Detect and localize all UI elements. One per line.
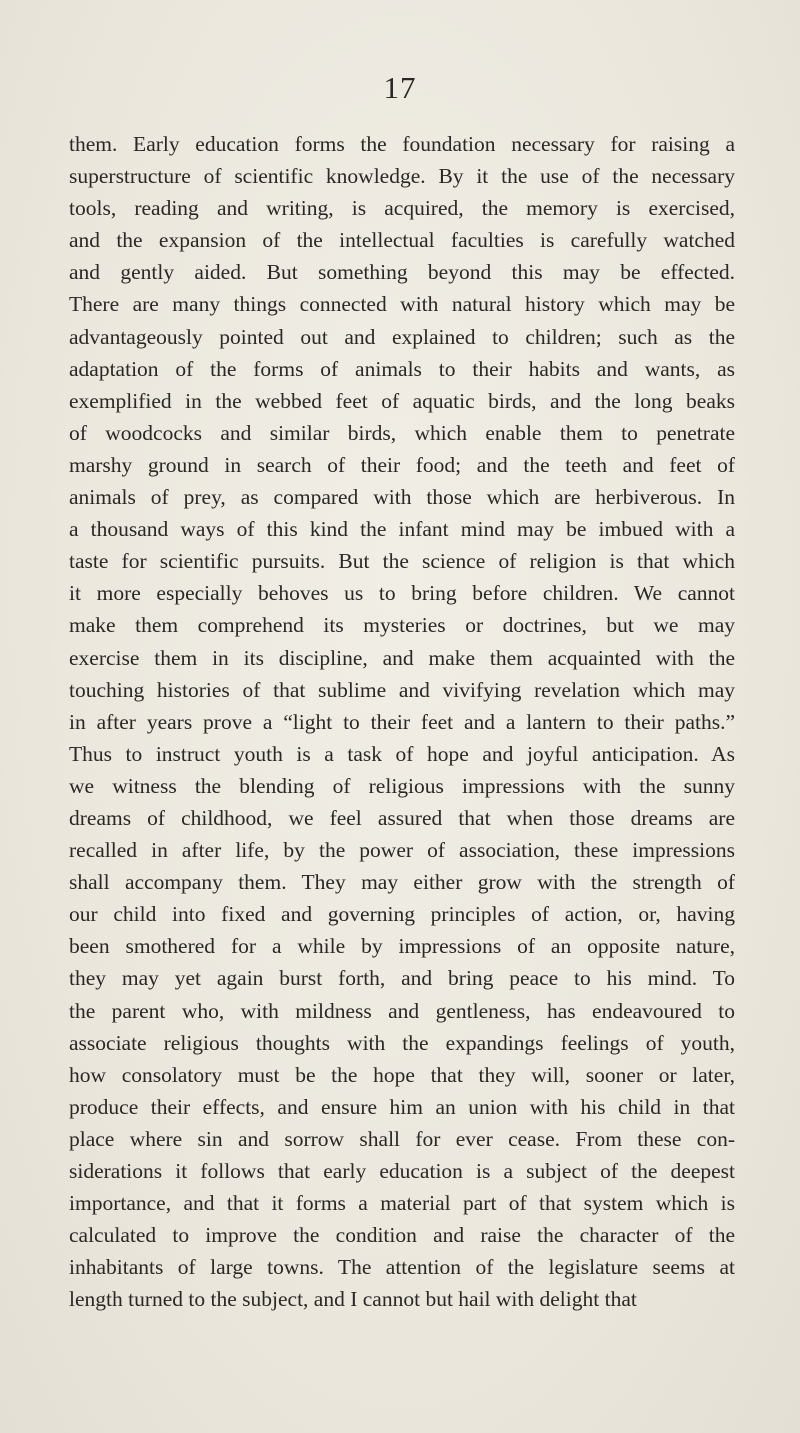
text-line: adaptation of the forms of animals to their habits and wants, as (69, 356, 735, 381)
text-line: exercise them in its discipline, and make them acquainted with the (69, 645, 735, 670)
text-line: marshy ground in search of their food; and the teeth and feet of (69, 452, 735, 477)
text-line: siderations it follows that early education is a subject of the deepest (69, 1159, 735, 1183)
text-line: place where sin and sorrow shall for ever cease. From these con- (69, 1126, 735, 1151)
text-line: in after years prove a “light to their feet and a lantern to their paths.” (69, 709, 735, 734)
text-line: a thousand ways of this kind the infant mind may be imbued with a (69, 517, 735, 542)
text-line: produce their effects, and ensure him an union with his child in that (69, 1094, 735, 1119)
text-line: animals of prey, as compared with those which are herbiverous. In (69, 485, 735, 510)
text-line: how consolatory must be the hope that they will, sooner or later, (69, 1062, 735, 1087)
text-line: exemplified in the webbed feet of aquatic birds, and the long beaks (69, 388, 735, 413)
body-text (69, 128, 735, 1315)
text-line: taste for scientific pursuits. But the science of religion is that which (69, 549, 735, 574)
text-line: and the expansion of the intellectual faculties is carefully watched (69, 228, 735, 253)
text-line: length turned to the subject, and I cannot but hail with delight that (69, 1287, 637, 1312)
text-line: it more especially behoves us to bring before children. We cannot (69, 581, 735, 606)
text-line: touching histories of that sublime and vivifying revelation which may (69, 677, 735, 702)
text-line: Thus to instruct youth is a task of hope and joyful anticipation. As (69, 741, 735, 766)
text-line: associate religious thoughts with the expandings feelings of youth, (69, 1030, 735, 1055)
text-line: inhabitants of large towns. The attention of the legislature seems at (69, 1255, 735, 1280)
text-line: advantageously pointed out and explained to children; such as the (69, 324, 735, 349)
text-line: shall accompany them. They may either grow with the strength of (69, 870, 735, 895)
text-line: calculated to improve the condition and raise the character of the (69, 1223, 735, 1248)
text-line: they may yet again burst forth, and bring peace to his mind. To (69, 966, 735, 991)
text-line: been smothered for a while by impressions of an opposite nature, (69, 934, 735, 959)
text-line: superstructure of scientific knowledge. By it the use of the necessary (69, 164, 735, 189)
text-line: we witness the blending of religious impressions with the sunny (69, 773, 735, 798)
page-number: 17 (383, 70, 417, 105)
text-line: recalled in after life, by the power of association, these impressions (69, 838, 735, 863)
text-line: importance, and that it forms a material part of that system which is (69, 1191, 735, 1216)
text-line: them. Early education forms the foundation necessary for raising a (69, 132, 735, 156)
text-line: of woodcocks and similar birds, which enable them to penetrate (69, 420, 735, 445)
text-line: and gently aided. But something beyond this may be effected. (69, 260, 735, 285)
text-line: the parent who, with mildness and gentleness, has endeavoured to (69, 998, 735, 1023)
text-line: our child into fixed and governing principles of action, or, having (69, 902, 735, 927)
text-line: There are many things connected with natural history which may be (69, 292, 735, 317)
text-line: dreams of childhood, we feel assured that when those dreams are (69, 805, 735, 830)
text-line: tools, reading and writing, is acquired, the memory is exercised, (69, 196, 735, 221)
text-line: make them comprehend its mysteries or doctrines, but we may (69, 613, 735, 638)
